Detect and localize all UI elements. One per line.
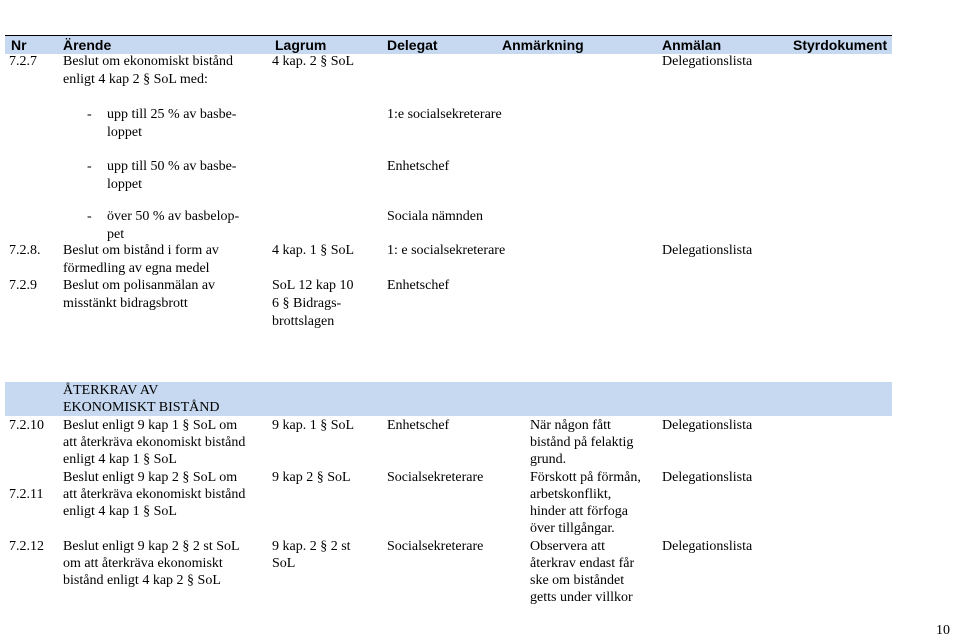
list-item: loppet — [107, 125, 142, 140]
row-anmarkning: arbetskonflikt, — [530, 487, 612, 502]
row-delegat: Enhetschef — [387, 418, 450, 433]
table-header — [5, 36, 892, 54]
row-anmarkning: grund. — [530, 452, 567, 467]
col-anmarkning: Anmärkning — [502, 37, 584, 53]
row-nr: 7.2.7 — [9, 54, 37, 69]
row-anmalan: Delegationslista — [662, 418, 753, 433]
row-delegat: Socialsekreterare — [387, 539, 484, 554]
row-nr: 7.2.9 — [9, 278, 37, 293]
row-anmarkning: Förskott på förmån, — [530, 470, 641, 485]
row-lagrum: 6 § Bidrags- — [272, 296, 342, 311]
row-arende: Beslut enligt 9 kap 1 § SoL om — [63, 418, 238, 433]
list-item: upp till 50 % av basbe- — [107, 159, 237, 174]
row-nr: 7.2.8. — [9, 243, 41, 258]
col-delegat: Delegat — [387, 37, 438, 53]
row-anmarkning: bistånd på felaktig — [530, 435, 634, 450]
row-lagrum: brottslagen — [272, 314, 335, 329]
row-lagrum: SoL 12 kap 10 — [272, 278, 354, 293]
section-title: EKONOMISKT BISTÅND — [63, 400, 220, 415]
list-item: över 50 % av basbelop- — [107, 209, 240, 224]
row-delegat: Enhetschef — [387, 278, 450, 293]
row-delegat: 1: e socialsekreterare — [387, 243, 506, 258]
row-anmalan: Delegationslista — [662, 470, 753, 485]
row-nr: 7.2.12 — [9, 539, 44, 554]
row-lagrum: 9 kap. 1 § SoL — [272, 418, 355, 433]
row-delegat: Sociala nämnden — [387, 209, 484, 224]
row-arende: bistånd enligt 4 kap 2 § SoL — [63, 573, 221, 588]
row-delegat: Enhetschef — [387, 159, 450, 174]
row-arende: Beslut om bistånd i form av — [63, 243, 219, 258]
row-arende: enligt 4 kap 2 § SoL med: — [63, 72, 208, 87]
row-anmarkning: ske om biståndet — [530, 573, 625, 588]
row-lagrum: 9 kap. 2 § 2 st — [272, 539, 351, 554]
list-item: upp till 25 % av basbe- — [107, 107, 237, 122]
row-arende: att återkräva ekonomiskt bistånd — [63, 435, 246, 450]
list-dash: - — [87, 107, 92, 122]
row-arende: misstänkt bidragsbrott — [63, 296, 188, 311]
page-number: 10 — [936, 623, 950, 638]
row-delegat: Socialsekreterare — [387, 470, 484, 485]
section-title: ÅTERKRAV AV — [63, 383, 159, 398]
row-anmarkning: återkrav endast får — [530, 556, 635, 571]
row-delegat: 1:e socialsekreterare — [387, 107, 502, 122]
row-arende: förmedling av egna medel — [63, 261, 210, 276]
col-styrdokument: Styrdokument — [793, 37, 888, 53]
row-anmarkning: getts under villkor — [530, 590, 633, 605]
list-item: loppet — [107, 177, 142, 192]
row-anmarkning: hinder att förfoga — [530, 504, 628, 519]
col-anmalan: Anmälan — [662, 37, 722, 53]
row-arende: enligt 4 kap 1 § SoL — [63, 504, 177, 519]
row-arende: att återkräva ekonomiskt bistånd — [63, 487, 246, 502]
list-dash: - — [87, 159, 92, 174]
col-arende: Ärende — [63, 37, 112, 53]
row-arende: Beslut enligt 9 kap 2 § 2 st SoL — [63, 539, 240, 554]
list-dash: - — [87, 209, 92, 224]
row-nr: 7.2.10 — [9, 418, 44, 433]
row-lagrum: 4 kap. 1 § SoL — [272, 243, 355, 258]
col-nr: Nr — [11, 37, 27, 53]
row-arende: Beslut om ekonomiskt bistånd — [63, 54, 233, 69]
row-arende: Beslut enligt 9 kap 2 § SoL om — [63, 470, 238, 485]
row-anmarkning: över tillgångar. — [530, 521, 615, 536]
row-anmarkning: När någon fått — [530, 418, 611, 433]
list-item: pet — [107, 227, 125, 242]
row-nr: 7.2.11 — [9, 487, 44, 502]
col-lagrum: Lagrum — [275, 37, 327, 53]
row-arende: enligt 4 kap 1 § SoL — [63, 452, 177, 467]
row-anmalan: Delegationslista — [662, 54, 753, 69]
row-lagrum: 4 kap. 2 § SoL — [272, 54, 355, 69]
row-arende: om att återkräva ekonomiskt — [63, 556, 223, 571]
row-anmalan: Delegationslista — [662, 243, 753, 258]
row-anmalan: Delegationslista — [662, 539, 753, 554]
row-anmarkning: Observera att — [530, 539, 606, 554]
row-lagrum: 9 kap 2 § SoL — [272, 470, 351, 485]
section-header — [5, 382, 892, 416]
row-lagrum: SoL — [272, 556, 296, 571]
row-arende: Beslut om polisanmälan av — [63, 278, 216, 293]
